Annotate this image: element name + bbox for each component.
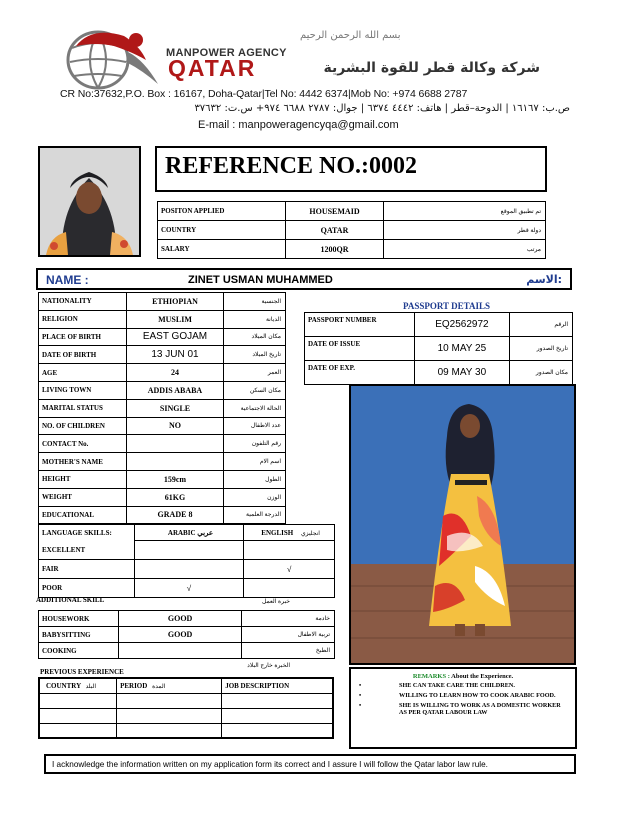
remarks-list <box>357 682 569 717</box>
position-table <box>157 201 546 259</box>
name-value: ZINET USMAN MUHAMMED <box>188 274 333 286</box>
additional-skill-row <box>39 611 335 627</box>
personal-row <box>39 346 286 364</box>
personal-row-arabic: الجنسية <box>224 293 286 311</box>
personal-row-arabic: مكان السكن <box>224 381 286 399</box>
language-row <box>39 560 335 579</box>
position-row-label: SALARY <box>158 240 286 259</box>
job-description-column-header: JOB DESCRIPTION <box>222 678 333 693</box>
personal-row-value: 13 JUN 01 <box>126 346 224 364</box>
personal-row <box>39 399 286 417</box>
personal-row <box>39 417 286 435</box>
personal-row <box>39 506 286 524</box>
personal-details-table <box>38 292 286 524</box>
passport-row-value: 09 MAY 30 <box>414 361 510 385</box>
passport-row-label: PASSPORT NUMBER <box>305 313 415 337</box>
personal-row-value: SINGLE <box>126 399 224 417</box>
personal-row-arabic: رقم التلفون <box>224 435 286 453</box>
personal-row-arabic: الديانة <box>224 310 286 328</box>
personal-row-arabic: الوزن <box>224 488 286 506</box>
passport-row <box>305 313 573 337</box>
personal-row-arabic: العمر <box>224 364 286 382</box>
remarks-item <box>357 682 569 690</box>
language-row <box>39 579 335 598</box>
remarks-heading <box>357 673 569 680</box>
additional-skills-table <box>38 610 335 659</box>
agency-name-small: MANPOWER AGENCY <box>166 47 287 59</box>
personal-row-value: 24 <box>126 364 224 382</box>
remarks-item-text: SHE IS WILLING TO WORK AS A DOMESTIC WORKER AS PER QATAR LABOUR LAW <box>399 701 561 717</box>
country-column-label: COUNTRY <box>46 681 81 690</box>
position-row-value: 1200QR <box>286 240 384 259</box>
passport-row-value: EQ2562972 <box>414 313 510 337</box>
personal-row-arabic: الطول <box>224 470 286 488</box>
experience-row <box>39 693 333 708</box>
name-arabic-label: الاسم: <box>526 273 562 286</box>
period-column-label: PERIOD <box>120 681 148 690</box>
additional-skill-row <box>39 643 335 659</box>
full-body-photo-frame <box>349 384 576 665</box>
personal-row <box>39 293 286 311</box>
personal-row-label: DATE OF BIRTH <box>39 346 127 364</box>
passport-row-arabic: الرقم <box>510 313 573 337</box>
language-arabic-mark <box>134 560 244 579</box>
personal-row-label: EDUCATIONAL <box>39 506 127 524</box>
country-column-header <box>39 678 117 693</box>
portrait-photo-frame <box>38 146 141 257</box>
remarks-item <box>357 692 569 700</box>
previous-experience-title-arabic: الخبرة خارج البلاد <box>247 663 290 669</box>
language-row <box>39 541 335 560</box>
personal-row-value <box>126 453 224 471</box>
additional-skill-arabic: تربية الاطفال <box>242 627 335 643</box>
passport-row-value: 10 MAY 25 <box>414 337 510 361</box>
personal-row-value: ADDIS ABABA <box>126 381 224 399</box>
additional-skill-row <box>39 627 335 643</box>
remarks-box <box>349 667 577 749</box>
passport-table <box>304 312 573 385</box>
passport-row <box>305 337 573 361</box>
passport-row-label: DATE OF ISSUE <box>305 337 415 361</box>
position-row-arabic: تم تطبيق الموقع <box>384 202 546 221</box>
language-level-label: EXCELLENT <box>39 541 135 560</box>
position-row-arabic: مرتب <box>384 240 546 259</box>
additional-skill-arabic: الطبخ <box>242 643 335 659</box>
position-row-label: POSITON APPLIED <box>158 202 286 221</box>
globe-logo-icon <box>62 26 162 90</box>
personal-row-label: PLACE OF BIRTH <box>39 328 127 346</box>
personal-row <box>39 488 286 506</box>
experience-row <box>39 723 333 738</box>
language-level-label: POOR <box>39 579 135 598</box>
personal-row-arabic: الحالة الاجتماعية <box>224 399 286 417</box>
passport-row <box>305 361 573 385</box>
position-row-value: QATAR <box>286 221 384 240</box>
passport-row-label: DATE OF EXP. <box>305 361 415 385</box>
country-column-arabic: البلد <box>85 683 97 690</box>
personal-row-label: NO. OF CHILDREN <box>39 417 127 435</box>
personal-row-label: CONTACT No. <box>39 435 127 453</box>
personal-row-arabic: الدرجة العلمية <box>224 506 286 524</box>
language-skills-label: LANGUAGE SKILLS: <box>39 525 135 541</box>
position-row-label: COUNTRY <box>158 221 286 240</box>
personal-row-arabic: عدد الاطفال <box>224 417 286 435</box>
previous-experience-title: PREVIOUS EXPERIENCE <box>40 668 124 676</box>
position-row-value: HOUSEMAID <box>286 202 384 221</box>
remarks-item-text: SHE CAN TAKE CARE THE CHILDREN. <box>399 682 515 689</box>
bullet-icon: • <box>359 701 362 709</box>
additional-skill-label: COOKING <box>39 643 119 659</box>
language-skills-table <box>38 524 335 598</box>
personal-row-label: RELIGION <box>39 310 127 328</box>
additional-skill-value: GOOD <box>118 611 241 627</box>
personal-row-arabic: تاريخ الميلاد <box>224 346 286 364</box>
passport-row-arabic: مكان الصدور <box>510 361 573 385</box>
remarks-subtitle: About the Experience. <box>451 673 514 680</box>
full-body-photo <box>351 386 574 663</box>
position-row <box>158 221 546 240</box>
personal-row <box>39 470 286 488</box>
agency-name-big: QATAR <box>168 55 257 81</box>
personal-row-label: MARITAL STATUS <box>39 399 127 417</box>
personal-row-label: WEIGHT <box>39 488 127 506</box>
portrait-photo <box>40 148 139 255</box>
personal-row-value: ETHIOPIAN <box>126 293 224 311</box>
personal-row-value: MUSLIM <box>126 310 224 328</box>
personal-row <box>39 364 286 382</box>
language-english-mark <box>244 579 335 598</box>
personal-row-arabic: اسم الام <box>224 453 286 471</box>
period-column-header <box>117 678 222 693</box>
arabic-column-header: ARABIC عربي <box>134 525 244 541</box>
experience-row <box>39 708 333 723</box>
personal-row-label: LIVING TOWN <box>39 381 127 399</box>
bullet-icon: • <box>359 691 362 699</box>
name-row <box>36 268 572 290</box>
personal-row-value: GRADE 8 <box>126 506 224 524</box>
personal-row-value <box>126 435 224 453</box>
contact-line-english: CR No:37632,P.O. Box : 16167, Doha-Qatar|Tel No: 4442 6374|Mob No: +974 6688 2787 <box>60 88 468 100</box>
language-level-label: FAIR <box>39 560 135 579</box>
position-row <box>158 240 546 259</box>
basmala: بسم الله الرحمن الرحيم <box>300 30 401 41</box>
personal-row <box>39 328 286 346</box>
personal-row-label: MOTHER'S NAME <box>39 453 127 471</box>
additional-skill-title-arabic: خبرة العمل <box>261 599 290 605</box>
additional-skill-arabic: خادمة <box>242 611 335 627</box>
remarks-title: REMARKS : <box>412 673 450 680</box>
name-label: NAME : <box>46 273 89 287</box>
personal-row-label: NATIONALITY <box>39 293 127 311</box>
personal-row-value: NO <box>126 417 224 435</box>
letterhead <box>0 0 618 140</box>
period-column-arabic: المدة <box>152 683 166 690</box>
previous-experience-table <box>38 677 334 739</box>
personal-row <box>39 381 286 399</box>
personal-row-arabic: مكان الميلاد <box>224 328 286 346</box>
english-column-header <box>244 525 335 541</box>
passport-row-arabic: تاريخ الصدور <box>510 337 573 361</box>
additional-skill-value: GOOD <box>118 627 241 643</box>
english-column-arabic: انجليزي <box>300 530 320 537</box>
language-english-mark: √ <box>244 560 335 579</box>
language-arabic-mark <box>134 541 244 560</box>
personal-row-label: HEIGHT <box>39 470 127 488</box>
language-english-mark <box>244 541 335 560</box>
personal-row <box>39 435 286 453</box>
personal-row-value: 61KG <box>126 488 224 506</box>
email-line: E-mail : manpoweragencyqa@gmail.com <box>198 119 399 131</box>
language-arabic-mark: √ <box>134 579 244 598</box>
agency-name-arabic: شركة وكالة قطر للقوة البشرية <box>323 60 540 76</box>
acknowledgement-footer: I acknowledge the information written on my application form its correct and I assure I will follow the Qatar labor law rule. <box>44 754 576 774</box>
passport-details-title: PASSPORT DETAILS <box>403 301 490 311</box>
personal-row-value: 159cm <box>126 470 224 488</box>
additional-skill-value <box>118 643 241 659</box>
additional-skill-label: BABYSITTING <box>39 627 119 643</box>
bullet-icon: • <box>359 682 362 689</box>
remarks-item-text: WILLING TO LEARN HOW TO COOK ARABIC FOOD. <box>399 691 556 699</box>
reference-number: REFERENCE NO.:0002 <box>155 146 547 192</box>
personal-row <box>39 453 286 471</box>
personal-row <box>39 310 286 328</box>
personal-row-value: EAST GOJAM <box>126 328 224 346</box>
position-row <box>158 202 546 221</box>
remarks-item <box>357 702 569 718</box>
english-column-label: ENGLISH <box>261 528 294 537</box>
additional-skill-label: HOUSEWORK <box>39 611 119 627</box>
position-row-arabic: دولة قطر <box>384 221 546 240</box>
personal-row-label: AGE <box>39 364 127 382</box>
contact-line-arabic: ص.ب: ١٦١٦٧ | الدوحة–قطر | هاتف: ٤٤٤٢ ٦٣٧٤ | جوال: ٢٧٨٧ ٦٦٨٨ ٩٧٤+ س.ت: ٣٧٦٣٢ <box>194 103 570 114</box>
additional-skill-title: ADDITIONAL SKILL <box>36 596 105 604</box>
